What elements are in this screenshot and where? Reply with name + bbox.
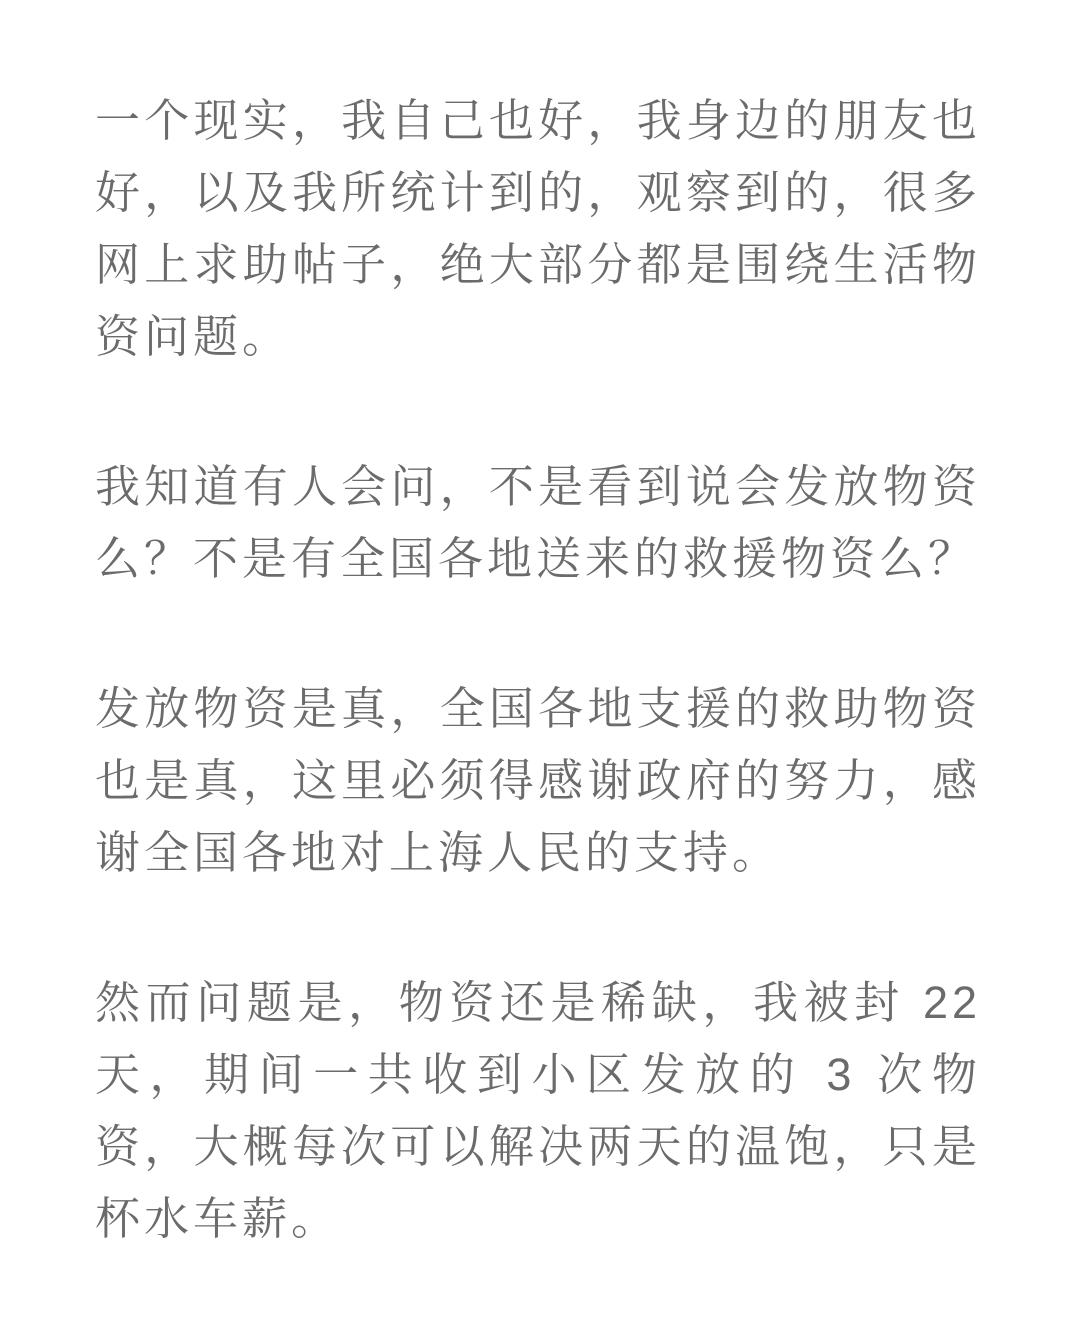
article-paragraph-1: 一个现实，我自己也好，我身边的朋友也好，以及我所统计到的，观察到的，很多网上求助帖子，绝大部分都是围绕生活物资问题。 [95,95,981,362]
article-paragraph-2: 我知道有人会问，不是看到说会发放物资么？不是有全国各地送来的救援物资么？ [95,461,981,584]
article-paragraph-3: 发放物资是真，全国各地支援的救助物资也是真，这里必须得感谢政府的努力，感谢全国各地对上海人民的支持。 [95,683,981,878]
article-paragraph-4: 然而问题是，物资还是稀缺，我被封 22 天，期间一共收到小区发放的 3 次物资，大概每次可以解决两天的温饱，只是杯水车薪。 [95,977,981,1244]
